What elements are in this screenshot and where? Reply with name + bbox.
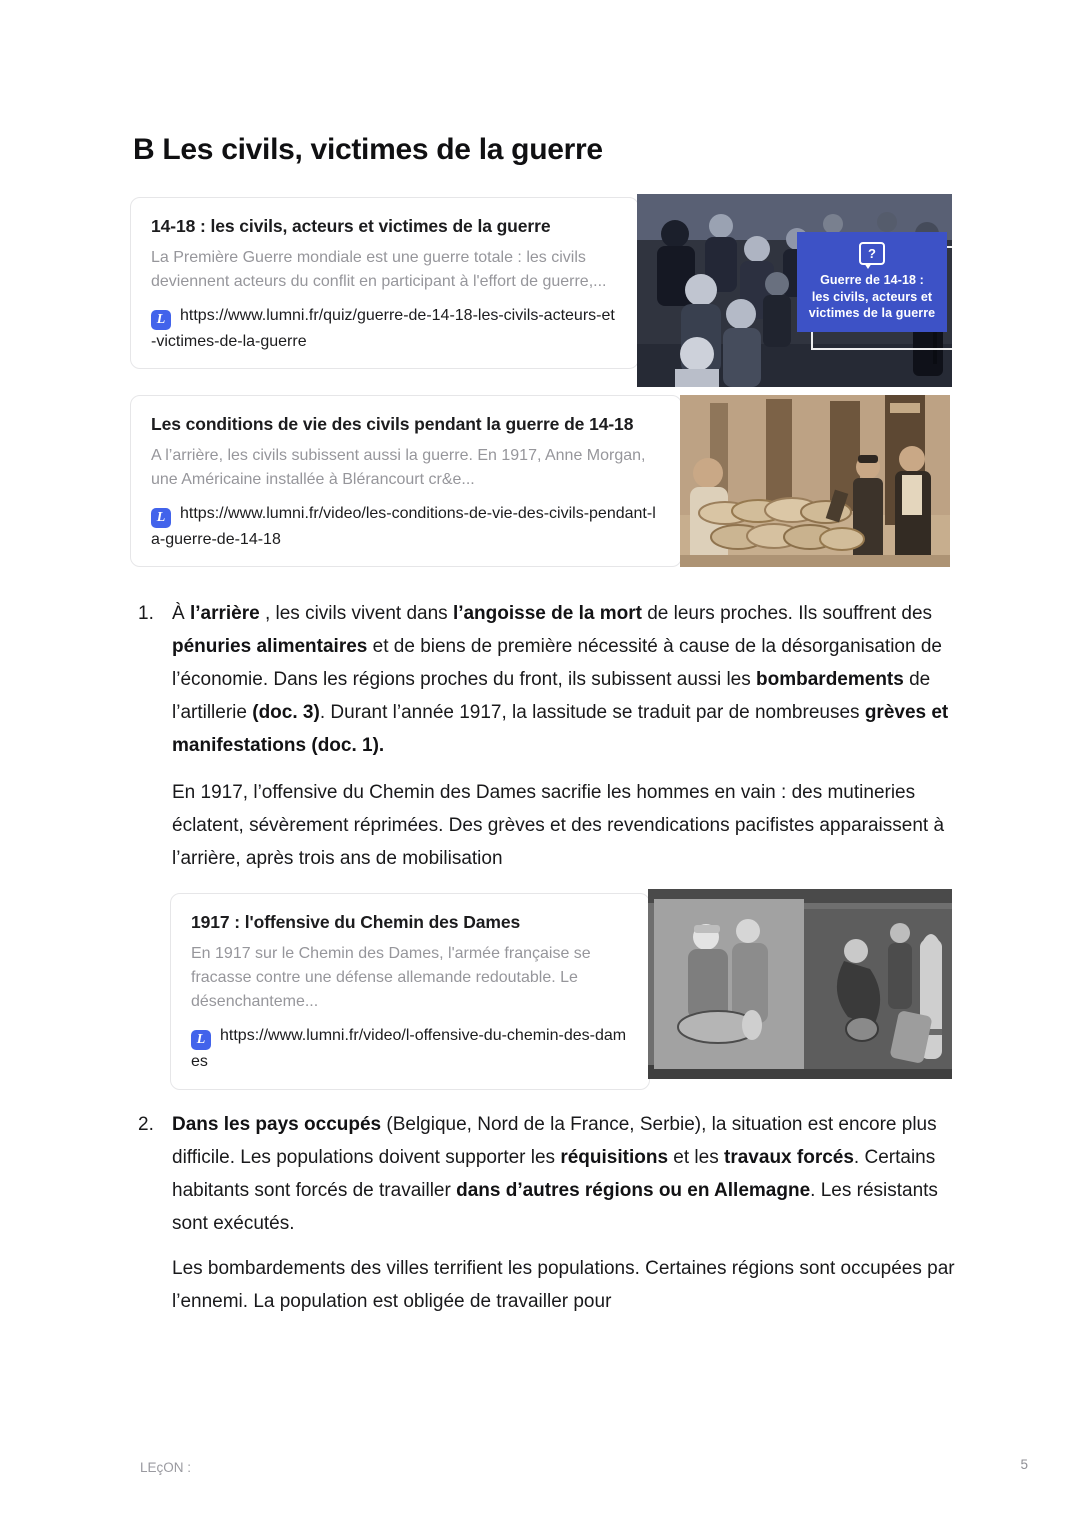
- list-text: À l’arrière , les civils vivent dans l’angoisse de la mort de leurs proches. Ils souffrent des pénuries alimentaires et de biens de première nécessité à cause de la désorganisation de l’économie. Dans les régions proches du front, ils subissent aussi les bombardements de l’artillerie (doc. 3). Durant l’année 1917, la lassitude se traduit par de nombreuses grèves et manifestations (doc. 1).: [172, 603, 949, 757]
- link-card-conditions-box[interactable]: [130, 395, 682, 567]
- paragraph-chemin-des-dames: En 1917, l’offensive du Chemin des Dames sacrifie les hommes en vain : des mutineries éclatent, sévèrement réprimées. Des grèves et des revendications pacifistes apparaissent à l’arrière, après trois ans de mobilisation: [172, 782, 945, 870]
- bakery-photo-illustration: [680, 395, 950, 567]
- link-preview-card-conditions: [130, 395, 955, 567]
- link-card-description: La Première Guerre mondiale est une guerre totale : les civils deviennent acteurs du conflit en participant à l'effort de guerre,...: [151, 248, 607, 290]
- link-card-title: 1917 : l'offensive du Chemin des Dames: [191, 912, 521, 933]
- link-preview-card-offensive: [170, 893, 955, 1089]
- lumni-favicon-icon: L: [151, 508, 171, 528]
- link-card-description: En 1917 sur le Chemin des Dames, l'armée française se fracasse contre une défense allemande redoutable. Le désenchanteme...: [191, 945, 591, 1011]
- link-card-title: 14-18 : les civils, acteurs et victimes de la guerre: [151, 216, 551, 236]
- link-card-thumbnail-crowd[interactable]: [637, 194, 952, 387]
- link-card-url[interactable]: https://www.lumni.fr/quiz/guerre-de-14-18-les-civils-acteurs-et-victimes-de-la-guerre: [151, 306, 615, 350]
- link-card-title: Les conditions de vie des civils pendant la guerre de 14-18: [151, 414, 634, 434]
- link-card-url[interactable]: https://www.lumni.fr/video/l-offensive-du-chemin-des-dames: [191, 1027, 627, 1071]
- overlay-text: Guerre de 14-18 : les civils, acteurs et victimes de la guerre: [808, 272, 936, 321]
- thumbnail-quiz-overlay: [797, 232, 947, 332]
- link-card-url[interactable]: https://www.lumni.fr/video/les-conditions-de-vie-des-civils-pendant-la-guerre-de-14-18: [151, 504, 656, 548]
- link-card-url-row[interactable]: [151, 502, 663, 553]
- numbered-item-1: [130, 597, 955, 762]
- list-number: 2.: [138, 1113, 154, 1135]
- link-preview-card-quiz: [130, 197, 955, 387]
- list-text: Dans les pays occupés (Belgique, Nord de la France, Serbie), la situation est encore plus difficile. Les populations doivent supporter les réquisitions et les travaux forcés. Certains habitants sont forcés de travailler dans d’autres régions ou en Allemagne. Les résistants sont exécutés.: [172, 1113, 938, 1234]
- lumni-favicon-icon: L: [151, 310, 171, 330]
- link-card-url-row[interactable]: [151, 304, 620, 355]
- page-title: B Les civils, victimes de la guerre: [133, 133, 603, 166]
- link-card-url-row[interactable]: [191, 1024, 631, 1075]
- link-card-thumbnail-bakery[interactable]: [680, 395, 950, 567]
- link-card-offensive-box[interactable]: [170, 893, 650, 1089]
- page-content: [130, 133, 955, 1318]
- link-card-thumbnail-shells[interactable]: [648, 889, 952, 1079]
- question-bubble-icon: ?: [859, 242, 885, 265]
- link-card-description: A l’arrière, les civils subissent aussi la guerre. En 1917, Anne Morgan, une Américaine installée à Blérancourt cr&e...: [151, 446, 646, 488]
- paragraph-bombardements: Les bombardements des villes terrifient les populations. Certaines régions sont occupées par l’ennemi. La population est obligée de travailler pour: [172, 1257, 955, 1312]
- footer-lesson-label: LEçON :: [140, 1460, 192, 1475]
- link-card-quiz-box[interactable]: [130, 197, 639, 369]
- artillery-photo-illustration: [648, 889, 952, 1079]
- lumni-favicon-icon: L: [191, 1030, 211, 1050]
- numbered-item-2: [130, 1108, 955, 1240]
- footer-page-number: 5: [1020, 1457, 1028, 1472]
- list-number: 1.: [138, 603, 154, 625]
